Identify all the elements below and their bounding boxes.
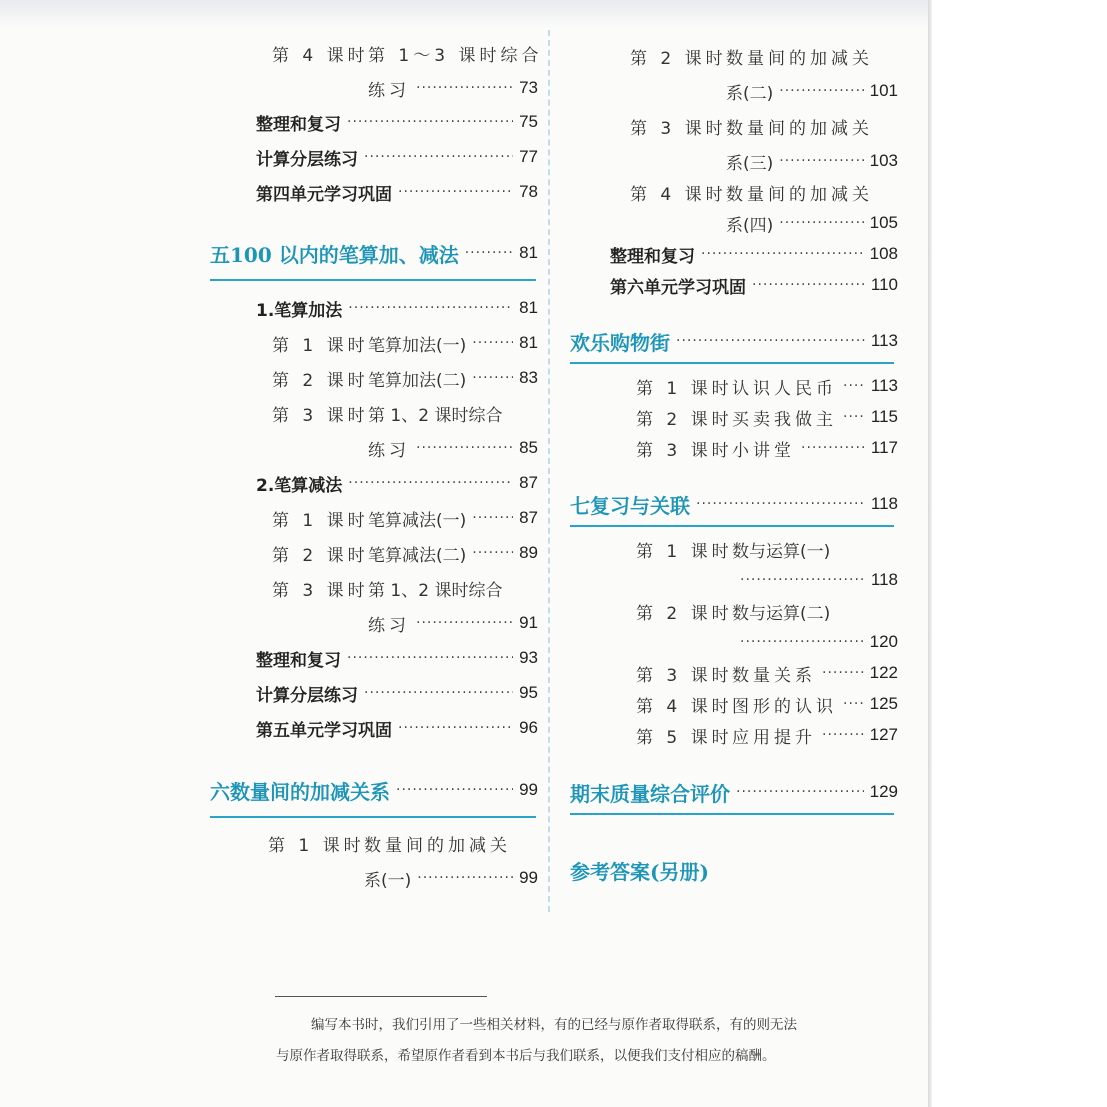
lesson-number: 第 3 课时 (272, 580, 369, 601)
page-number: 83 (519, 368, 538, 387)
toc-unit7-lesson-2-line2[interactable] (740, 627, 898, 657)
page-number: 73 (519, 78, 538, 97)
leader-dots (347, 114, 513, 130)
leader-dots (822, 727, 864, 743)
lesson-number: 第 3 课时 (630, 118, 727, 139)
leader-dots (416, 615, 513, 631)
toc-unit5-lesson-3[interactable] (272, 398, 538, 428)
toc-answer-key[interactable] (570, 852, 898, 888)
section-title: 第六单元学习巩固 (610, 277, 746, 298)
lesson-title: 数量间的加减关 (726, 118, 873, 139)
toc-unit7-lesson-3[interactable] (636, 658, 898, 688)
lesson-title: 买卖我做主 (732, 409, 837, 430)
leader-dots (364, 149, 513, 165)
page-number: 113 (870, 331, 898, 350)
unit-title: 期末质量综合评价 (570, 781, 730, 806)
page-number: 129 (869, 782, 898, 801)
toc-unit5-lesson-2[interactable] (272, 363, 538, 393)
leader-dots (398, 720, 513, 736)
page-number: 85 (519, 438, 538, 457)
toc-unit7-lesson-1-line2[interactable] (740, 565, 898, 595)
unit-7-rule (570, 525, 894, 527)
footnote-rule (275, 996, 487, 997)
toc-unit6-lesson-4-line2[interactable] (726, 208, 898, 238)
lesson-number: 第 1 课时 (272, 510, 369, 531)
toc-consolidation-6[interactable] (610, 270, 898, 300)
leader-dots (348, 300, 513, 316)
leader-dots (347, 650, 513, 666)
leader-dots (472, 510, 513, 526)
unit-number: 六 (210, 779, 230, 804)
toc-shopping-street[interactable] (570, 323, 898, 359)
page-number: 103 (869, 151, 898, 170)
leader-dots (417, 870, 513, 886)
leader-dots (701, 246, 864, 262)
lesson-number: 第 1 课时 (272, 335, 369, 356)
page-number: 105 (869, 213, 898, 232)
lesson-title: 数量间的加减关 (726, 184, 873, 205)
lesson-title: 数量关系 (732, 665, 816, 686)
lesson-title: 图形的认识 (732, 696, 837, 717)
lesson-title: 笔算减法(二) (368, 545, 467, 566)
section-title: 计算分层练习 (256, 685, 358, 706)
section-title: 整理和复习 (256, 114, 341, 135)
leader-dots (843, 409, 865, 425)
toc-unit5-lesson-4[interactable] (272, 503, 538, 533)
page-number: 75 (519, 112, 538, 131)
unit-title: 欢乐购物街 (570, 330, 670, 355)
leader-dots (822, 665, 864, 681)
toc-final-assessment[interactable] (570, 774, 898, 810)
toc-consolidation-4[interactable] (256, 177, 538, 207)
leader-dots (843, 696, 864, 712)
lesson-title: 笔算减法(一) (368, 510, 467, 531)
toc-unit6-lesson-1[interactable] (268, 828, 538, 858)
toc-unit-6[interactable] (210, 772, 538, 808)
page-number: 89 (519, 543, 538, 562)
page-number: 99 (519, 780, 538, 799)
toc-unit7-lesson-1[interactable] (636, 534, 898, 564)
lesson-title: 笔算加法(二) (368, 370, 467, 391)
lesson-number: 第 4 课时 (630, 184, 727, 205)
shopping-rule (570, 362, 894, 364)
lesson-title: 数量间的加减关 (364, 835, 511, 856)
page-number: 110 (870, 275, 898, 294)
leader-dots (736, 784, 864, 800)
leader-dots (416, 440, 513, 456)
page-number: 108 (869, 244, 898, 263)
lesson-number: 第 3 课时 (636, 665, 733, 686)
leader-dots (740, 634, 864, 650)
page-number: 96 (519, 718, 538, 737)
page-number: 77 (519, 147, 538, 166)
lesson-title: 系(四) (726, 215, 774, 236)
toc-unit5-lesson-3-line2[interactable] (368, 433, 538, 463)
lesson-number: 第 2 课时 (272, 545, 369, 566)
lesson-number: 第 2 课时 (272, 370, 369, 391)
lesson-number: 第 2 课时 (630, 48, 727, 69)
lesson-title: 数与运算(二) (732, 603, 831, 624)
page-number: 81 (519, 243, 538, 262)
unit-6-rule (210, 816, 536, 818)
leader-dots (472, 335, 513, 351)
unit-title: 参考答案(另册) (570, 859, 709, 884)
toc-lesson-4-continued[interactable] (272, 38, 543, 68)
page-number: 87 (519, 473, 538, 492)
toc-unit5-lesson-5[interactable] (272, 538, 538, 568)
toc-unit7-lesson-5[interactable] (636, 720, 898, 750)
toc-unit7-lesson-2[interactable] (636, 596, 898, 626)
page-number: 117 (870, 438, 898, 457)
leader-dots (472, 370, 513, 386)
leader-dots (396, 782, 513, 798)
leader-dots (676, 333, 865, 349)
section-title: 整理和复习 (610, 246, 695, 267)
footnote-line-1: 编写本书时，我们引用了一些相关材料，有的已经与原作者取得联系，有的则无法 (311, 1017, 797, 1033)
page-number: 91 (519, 613, 538, 632)
toc-shopping-lesson-1[interactable] (636, 371, 898, 401)
lesson-title: 认识人民币 (732, 378, 837, 399)
lesson-number: 第 5 课时 (636, 727, 733, 748)
page-number: 81 (519, 298, 538, 317)
toc-review-6[interactable] (610, 239, 898, 269)
final-rule (570, 813, 894, 815)
toc-unit5-lesson-1[interactable] (272, 328, 538, 358)
lesson-title: 第 1、2 课时综合 (368, 405, 503, 426)
page-number: 99 (519, 868, 538, 887)
page-number: 122 (869, 663, 898, 682)
toc-unit-7[interactable] (570, 486, 898, 522)
toc-unit5-lesson-6[interactable] (272, 573, 538, 603)
lesson-number: 第 3 课时 (636, 440, 733, 461)
section-title: 整理和复习 (256, 650, 341, 671)
leader-dots (779, 83, 863, 99)
toc-unit6-lesson-2[interactable] (630, 41, 898, 71)
toc-review-4[interactable] (256, 107, 538, 137)
toc-unit6-lesson-4[interactable] (630, 177, 898, 207)
page-number: 125 (869, 694, 898, 713)
unit-number: 五 (210, 242, 230, 267)
section-title: 计算分层练习 (256, 149, 358, 170)
toc-review-5[interactable] (256, 643, 538, 673)
toc-shopping-lesson-3[interactable] (636, 433, 898, 463)
toc-unit6-lesson-3-line2[interactable] (726, 146, 898, 176)
leader-dots (779, 153, 863, 169)
page-number: 95 (519, 683, 538, 702)
toc-unit6-lesson-2-line2[interactable] (726, 76, 898, 106)
column-divider (548, 30, 550, 912)
section-title: 1.笔算加法 (256, 300, 343, 321)
page-number: 127 (869, 725, 898, 744)
lesson-number: 第 2 课时 (636, 603, 733, 624)
unit-number: 七 (570, 493, 590, 518)
toc-unit5-lesson-6-line2[interactable] (368, 608, 538, 638)
toc-calc-practice-5[interactable] (256, 678, 538, 708)
unit-title: 复习与关联 (590, 493, 690, 518)
page-number: 120 (869, 632, 898, 651)
footnote-line-2: 与原作者取得联系，希望原作者看到本书后与我们联系，以便我们支付相应的稿酬。 (276, 1048, 776, 1064)
lesson-number: 第 3 课时 (272, 405, 369, 426)
leader-dots (779, 215, 863, 231)
lesson-number: 第 4 课时 (272, 45, 369, 66)
lesson-title: 系(一) (364, 870, 412, 891)
leader-dots (801, 440, 865, 456)
page-number: 87 (519, 508, 538, 527)
section-title: 2.笔算减法 (256, 475, 343, 496)
leader-dots (465, 245, 513, 261)
leader-dots (843, 378, 865, 394)
toc-lesson-4-continued-line2[interactable] (368, 73, 538, 103)
leader-dots (472, 545, 513, 561)
lesson-title: 应用提升 (732, 727, 816, 748)
toc-unit6-lesson-1-line2[interactable] (364, 863, 538, 893)
lesson-title: 第 1～3 课时综合 (368, 45, 543, 66)
lesson-title: 数与运算(一) (732, 541, 831, 562)
page-number: 93 (519, 648, 538, 667)
page-number: 101 (869, 81, 898, 100)
lesson-title: 练习 (368, 80, 410, 101)
section-title: 第五单元学习巩固 (256, 720, 392, 741)
lesson-title: 第 1、2 课时综合 (368, 580, 503, 601)
unit-title: 100 以内的笔算加、减法 (230, 242, 459, 267)
lesson-number: 第 4 课时 (636, 696, 733, 717)
unit-title: 数量间的加减关系 (230, 779, 390, 804)
lesson-title: 笔算加法(一) (368, 335, 467, 356)
top-shading (0, 0, 928, 28)
page-number: 118 (870, 494, 898, 513)
leader-dots (348, 475, 513, 491)
lesson-title: 系(三) (726, 153, 774, 174)
toc-consolidation-5[interactable] (256, 713, 538, 743)
leader-dots (416, 80, 513, 96)
lesson-title: 练习 (368, 615, 410, 636)
toc-unit-5[interactable] (210, 235, 538, 271)
toc-unit6-lesson-3[interactable] (630, 111, 898, 141)
page-edge (928, 0, 932, 1107)
leader-dots (696, 496, 865, 512)
lesson-number: 第 1 课时 (636, 378, 733, 399)
page-number: 113 (870, 376, 898, 395)
toc-section-5-1[interactable] (256, 293, 538, 323)
page-number: 118 (870, 570, 898, 589)
section-title: 第四单元学习巩固 (256, 184, 392, 205)
lesson-title: 数量间的加减关 (726, 48, 873, 69)
lesson-number: 第 1 课时 (636, 541, 733, 562)
leader-dots (364, 685, 513, 701)
toc-shopping-lesson-2[interactable] (636, 402, 898, 432)
toc-section-5-2[interactable] (256, 468, 538, 498)
leader-dots (740, 572, 865, 588)
leader-dots (398, 184, 513, 200)
page-number: 115 (870, 407, 898, 426)
toc-calc-practice-4[interactable] (256, 142, 538, 172)
leader-dots (752, 277, 865, 293)
unit-5-rule (210, 279, 536, 281)
lesson-number: 第 2 课时 (636, 409, 733, 430)
lesson-title: 系(二) (726, 83, 774, 104)
lesson-number: 第 1 课时 (268, 835, 365, 856)
lesson-title: 练习 (368, 440, 410, 461)
toc-unit7-lesson-4[interactable] (636, 689, 898, 719)
page-number: 78 (519, 182, 538, 201)
page-number: 81 (519, 333, 538, 352)
lesson-title: 小讲堂 (732, 440, 795, 461)
